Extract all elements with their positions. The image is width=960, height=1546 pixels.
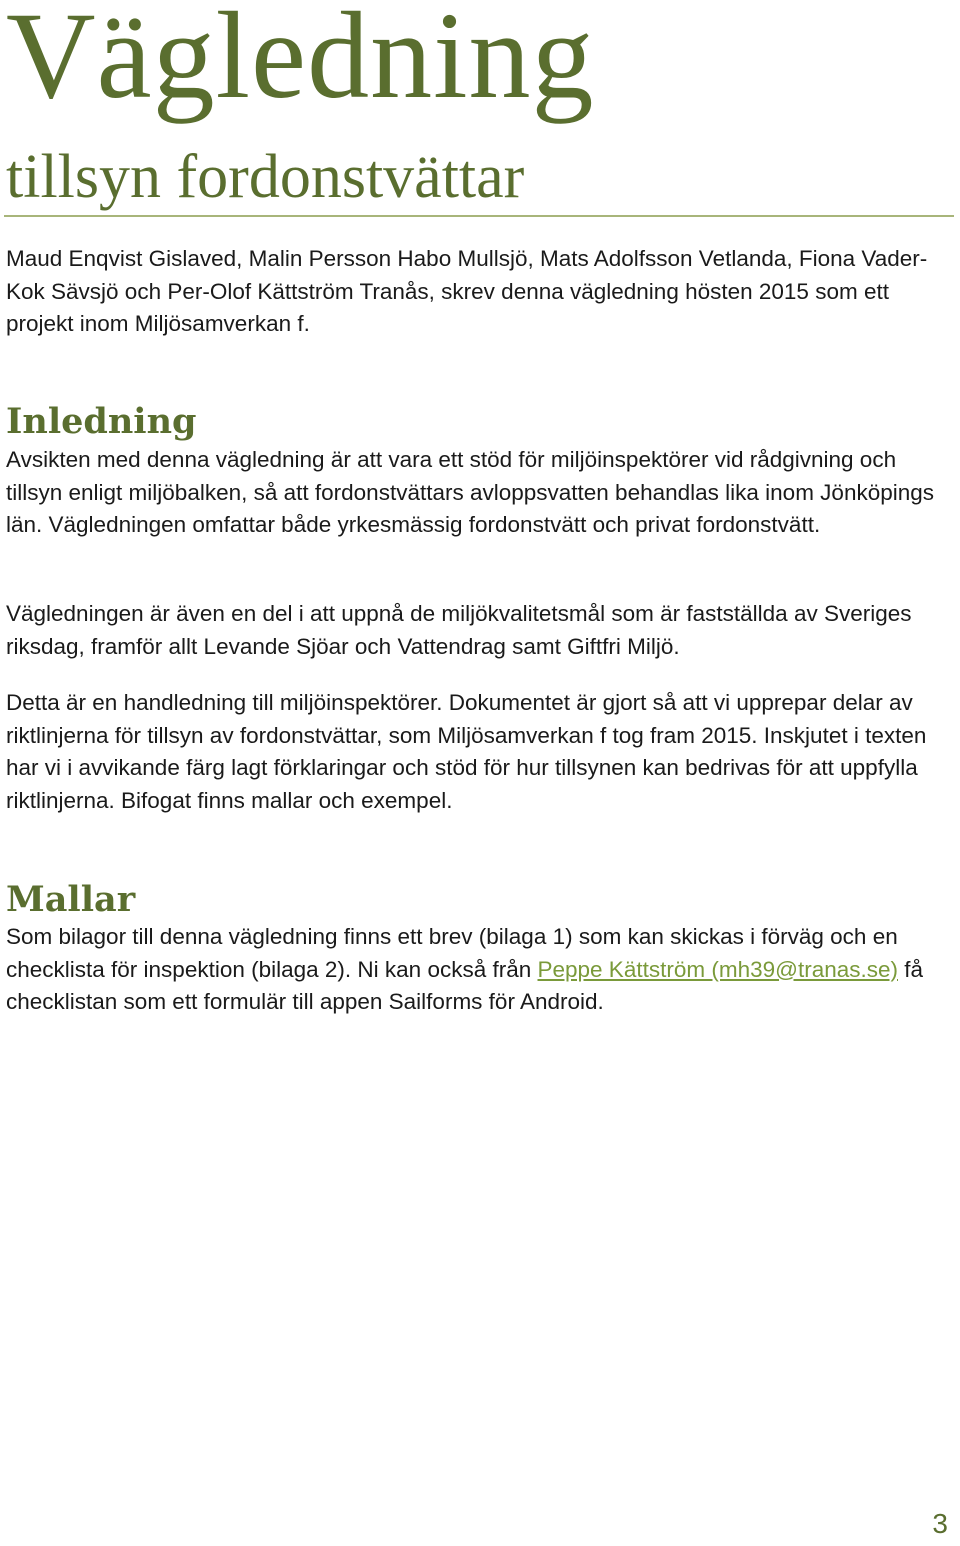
mallar-text-after-link: få checklistan som ett formulär till appen Sailforms för Android. bbox=[6, 956, 924, 1015]
contact-email-link[interactable]: Peppe Kättström (mh39@tranas.se) bbox=[537, 956, 898, 982]
document-subtitle: tillsyn fordonstvättar bbox=[6, 143, 525, 211]
document-title: Vägledning bbox=[6, 0, 595, 124]
inledning-paragraph-1: Avsikten med denna vägledning är att vara ett stöd för miljöinspektörer vid rådgivning och tillsyn enligt miljöbalken, så att fordonstvättars avloppsvatten behandlas lika inom Jönköpings län. Vägledningen omfattar både yrkesmässig fordonstvätt och privat fordonstvätt. bbox=[6, 447, 935, 538]
title-divider bbox=[4, 215, 954, 217]
authors-paragraph: Maud Enqvist Gislaved, Malin Persson Habo Mullsjö, Mats Adolfsson Vetlanda, Fiona Vader-Kok Sävsjö och Per-Olof Kättström Tranås, skrev denna vägledning hösten 2015 som ett projekt inom Miljösamverkan f. bbox=[6, 246, 928, 337]
section-heading-mallar: Mallar bbox=[6, 879, 136, 920]
inledning-paragraph-3: Detta är en handledning till miljöinspektörer. Dokumentet är gjort så att vi upprepar delar av riktlinjerna för tillsyn av fordonstvättar, som Miljösamverkan f tog fram 2015. Inskjutet i texten har vi i avvikande färg lagt förklaringar och stöd för hur tillsynen kan bedrivas för att uppfylla riktlinjerna. Bifogat finns mallar och exempel. bbox=[6, 690, 927, 813]
section-heading-inledning: Inledning bbox=[6, 401, 197, 442]
mallar-text-before-link: Som bilagor till denna vägledning finns ett brev (bilaga 1) som kan skickas i förväg och en checklista för inspektion (bilaga 2). Ni kan också från bbox=[6, 924, 898, 982]
page-number: 3 bbox=[932, 1508, 948, 1539]
mallar-paragraph bbox=[6, 921, 950, 1019]
inledning-paragraph-2: Vägledningen är även en del i att uppnå de miljökvalitetsmål som är fastställda av Sveriges riksdag, framför allt Levande Sjöar och Vattendrag samt Giftfri Miljö. bbox=[6, 601, 912, 659]
